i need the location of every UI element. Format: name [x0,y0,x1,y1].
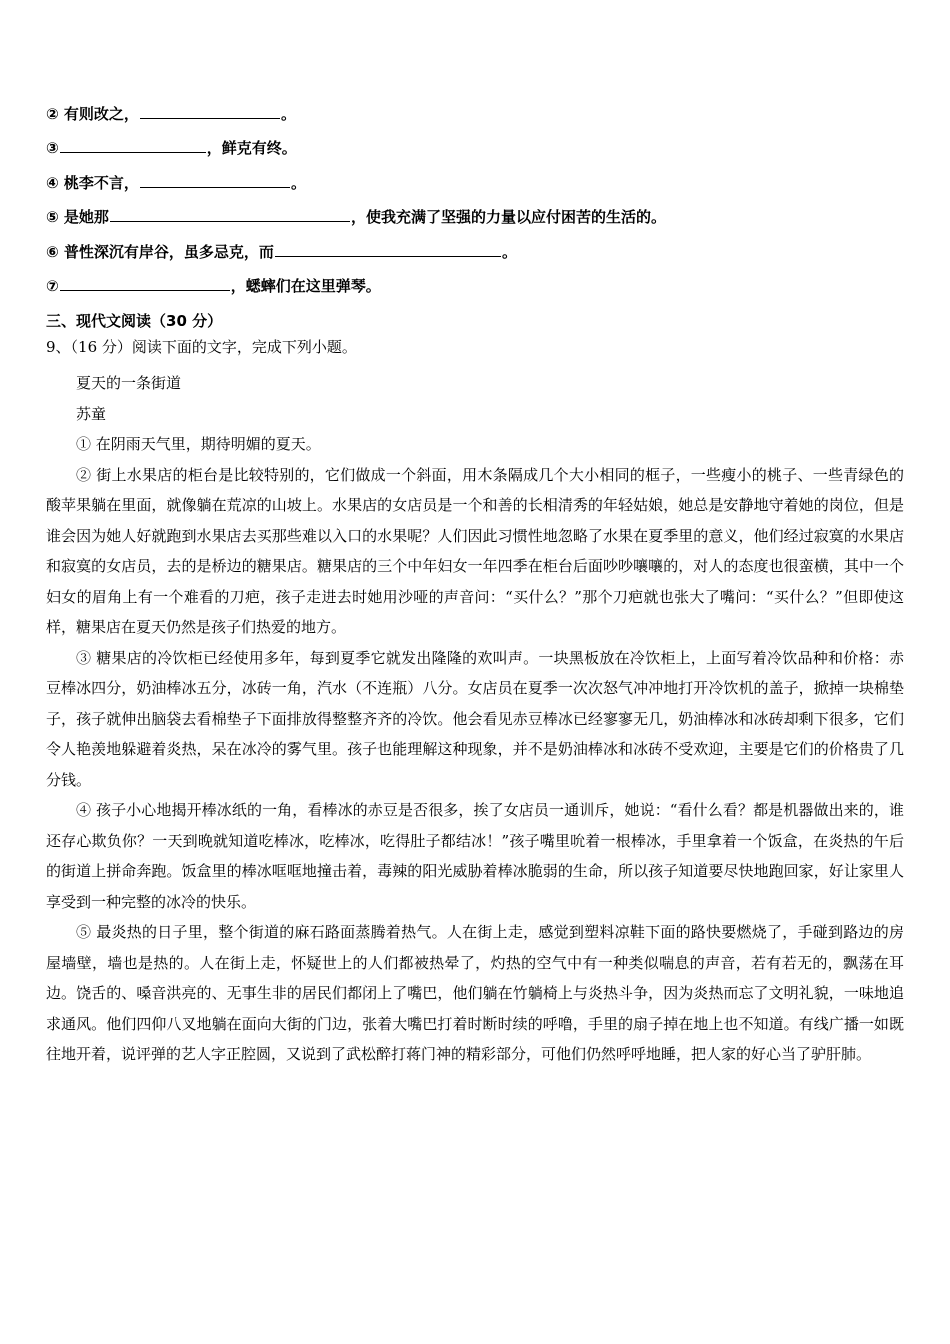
fill-in-line-7-prefix: ⑦ [46,277,59,295]
fill-in-line-3 [46,137,297,159]
fill-in-line-6-prefix: ⑥ 普性深沉有岸谷，虽多忌克，而 [46,243,274,261]
fill-in-line-5 [46,206,666,228]
answer-blank [60,137,206,153]
fill-in-line-6 [46,241,517,263]
article-paragraph-4: ④ 孩子小心地揭开棒冰纸的一角，看棒冰的赤豆是否很多，挨了女店员一通训斥，她说：“看什么看？都是机器做出来的，谁还存心欺负你？一天到晚就知道吃棒冰，吃棒冰，吃得肚子都结冰！”孩子嘴里吮着一根棒冰，手里拿着一个饭盒，在炎热的午后的街道上拼命奔跑。饭盒里的棒冰哐哐地撞击着，毒辣的阳光威胁着棒冰脆弱的生命，所以孩子知道要尽快地跑回家，好让家里人享受到一种完整的冰冷的快乐。 [46,801,904,911]
article-paragraph-5: ⑤ 最炎热的日子里，整个街道的麻石路面蒸腾着热气。人在街上走，感觉到塑料凉鞋下面的路快要燃烧了，手碰到路边的房屋墙壁，墙也是热的。人在街上走，怀疑世上的人们都被热晕了，灼热的空气中有一种类似喘息的声音，若有若无的，飘荡在耳边。饶舌的、嗓音洪亮的、无事生非的居民们都闭上了嘴巴，他们躺在竹躺椅上与炎热斗争，因为炎热而忘了文明礼貌，一味地追求通风。他们四仰八叉地躺在面向大街的门边，张着大嘴巴打着时断时续的呼噜，手里的扇子掉在地上也不知道。有线广播一如既往地开着，说评弹的艺人字正腔圆，又说到了武松醉打蒋门神的精彩部分，可他们仍然呼呼地睡，把人家的好心当了驴肝肺。 [46,923,904,1063]
fill-in-line-2 [46,103,296,125]
fill-in-line-7 [46,275,381,297]
section-title: 三、现代文阅读（30 分） [46,312,223,330]
answer-blank [110,206,350,222]
answer-blank [140,103,280,119]
reading-article [46,368,904,1070]
fill-in-line-6-suffix: 。 [501,243,517,261]
fill-in-line-4-prefix: ④ 桃李不言， [46,174,139,192]
fill-in-line-4 [46,172,306,194]
answer-blank [275,241,501,257]
article-title: 夏天的一条街道 [76,374,182,392]
fill-in-line-4-suffix: 。 [290,174,306,192]
article-author: 苏童 [76,404,107,423]
fill-in-line-7-suffix: ，蟋蟀们在这里弹琴。 [230,277,381,295]
article-paragraph-2: ② 街上水果店的柜台是比较特别的，它们做成一个斜面，用木条隔成几个大小相同的框子，一些瘦小的桃子、一些青绿色的酸苹果躺在里面，就像躺在荒凉的山坡上。水果店的女店员是一个和善的长相清秀的年轻姑娘，她总是安静地守着她的岗位，但是谁会因为她人好就跑到水果店去买那些难以入口的水果呢？人们因此习惯性地忽略了水果在夏季里的意义，他们经过寂寞的水果店和寂寞的女店员，去的是桥边的糖果店。糖果店的三个中年妇女一年四季在柜台后面吵吵嚷嚷的，对人的态度也很蛮横，其中一个妇女的眉角上有一个难看的刀疤，孩子走进去时她用沙哑的声音问：“买什么？”那个刀疤就也张大了嘴问：“买什么？”但即使这样，糖果店在夏天仍然是孩子们热爱的地方。 [46,465,904,636]
article-paragraph-3: ③ 糖果店的冷饮柜已经使用多年，每到夏季它就发出隆隆的欢叫声。一块黑板放在冷饮柜上，上面写着冷饮品种和价格：赤豆棒冰四分，奶油棒冰五分，冰砖一角，汽水（不连瓶）八分。女店员在夏季一次次怒气冲冲地打开冷饮机的盖子，掀掉一块棉垫子，孩子就伸出脑袋去看棉垫子下面排放得整整齐齐的冷饮。他会看见赤豆棒冰已经寥寥无几，奶油棒冰和冰砖却剩下很多，它们令人艳羡地躲避着炎热，呆在冰冷的雾气里。孩子也能理解这种现象，并不是奶油棒冰和冰砖不受欢迎，主要是它们的价格贵了几分钱。 [46,648,904,789]
fill-in-line-3-suffix: ，鲜克有终。 [206,139,297,157]
answer-blank [140,172,290,188]
fill-in-line-2-suffix: 。 [280,105,296,123]
fill-in-line-2-prefix: ② 有则改之， [46,105,139,123]
question-prompt: 9、（16 分）阅读下面的文字，完成下列小题。 [46,338,357,356]
fill-in-line-3-prefix: ③ [46,139,59,157]
fill-in-line-5-prefix: ⑤ 是她那 [46,208,109,226]
fill-in-line-5-suffix: ，使我充满了坚强的力量以应付困苦的生活的。 [350,208,666,226]
article-paragraph-1: ① 在阴雨天气里，期待明媚的夏天。 [76,435,321,453]
answer-blank [60,275,230,291]
